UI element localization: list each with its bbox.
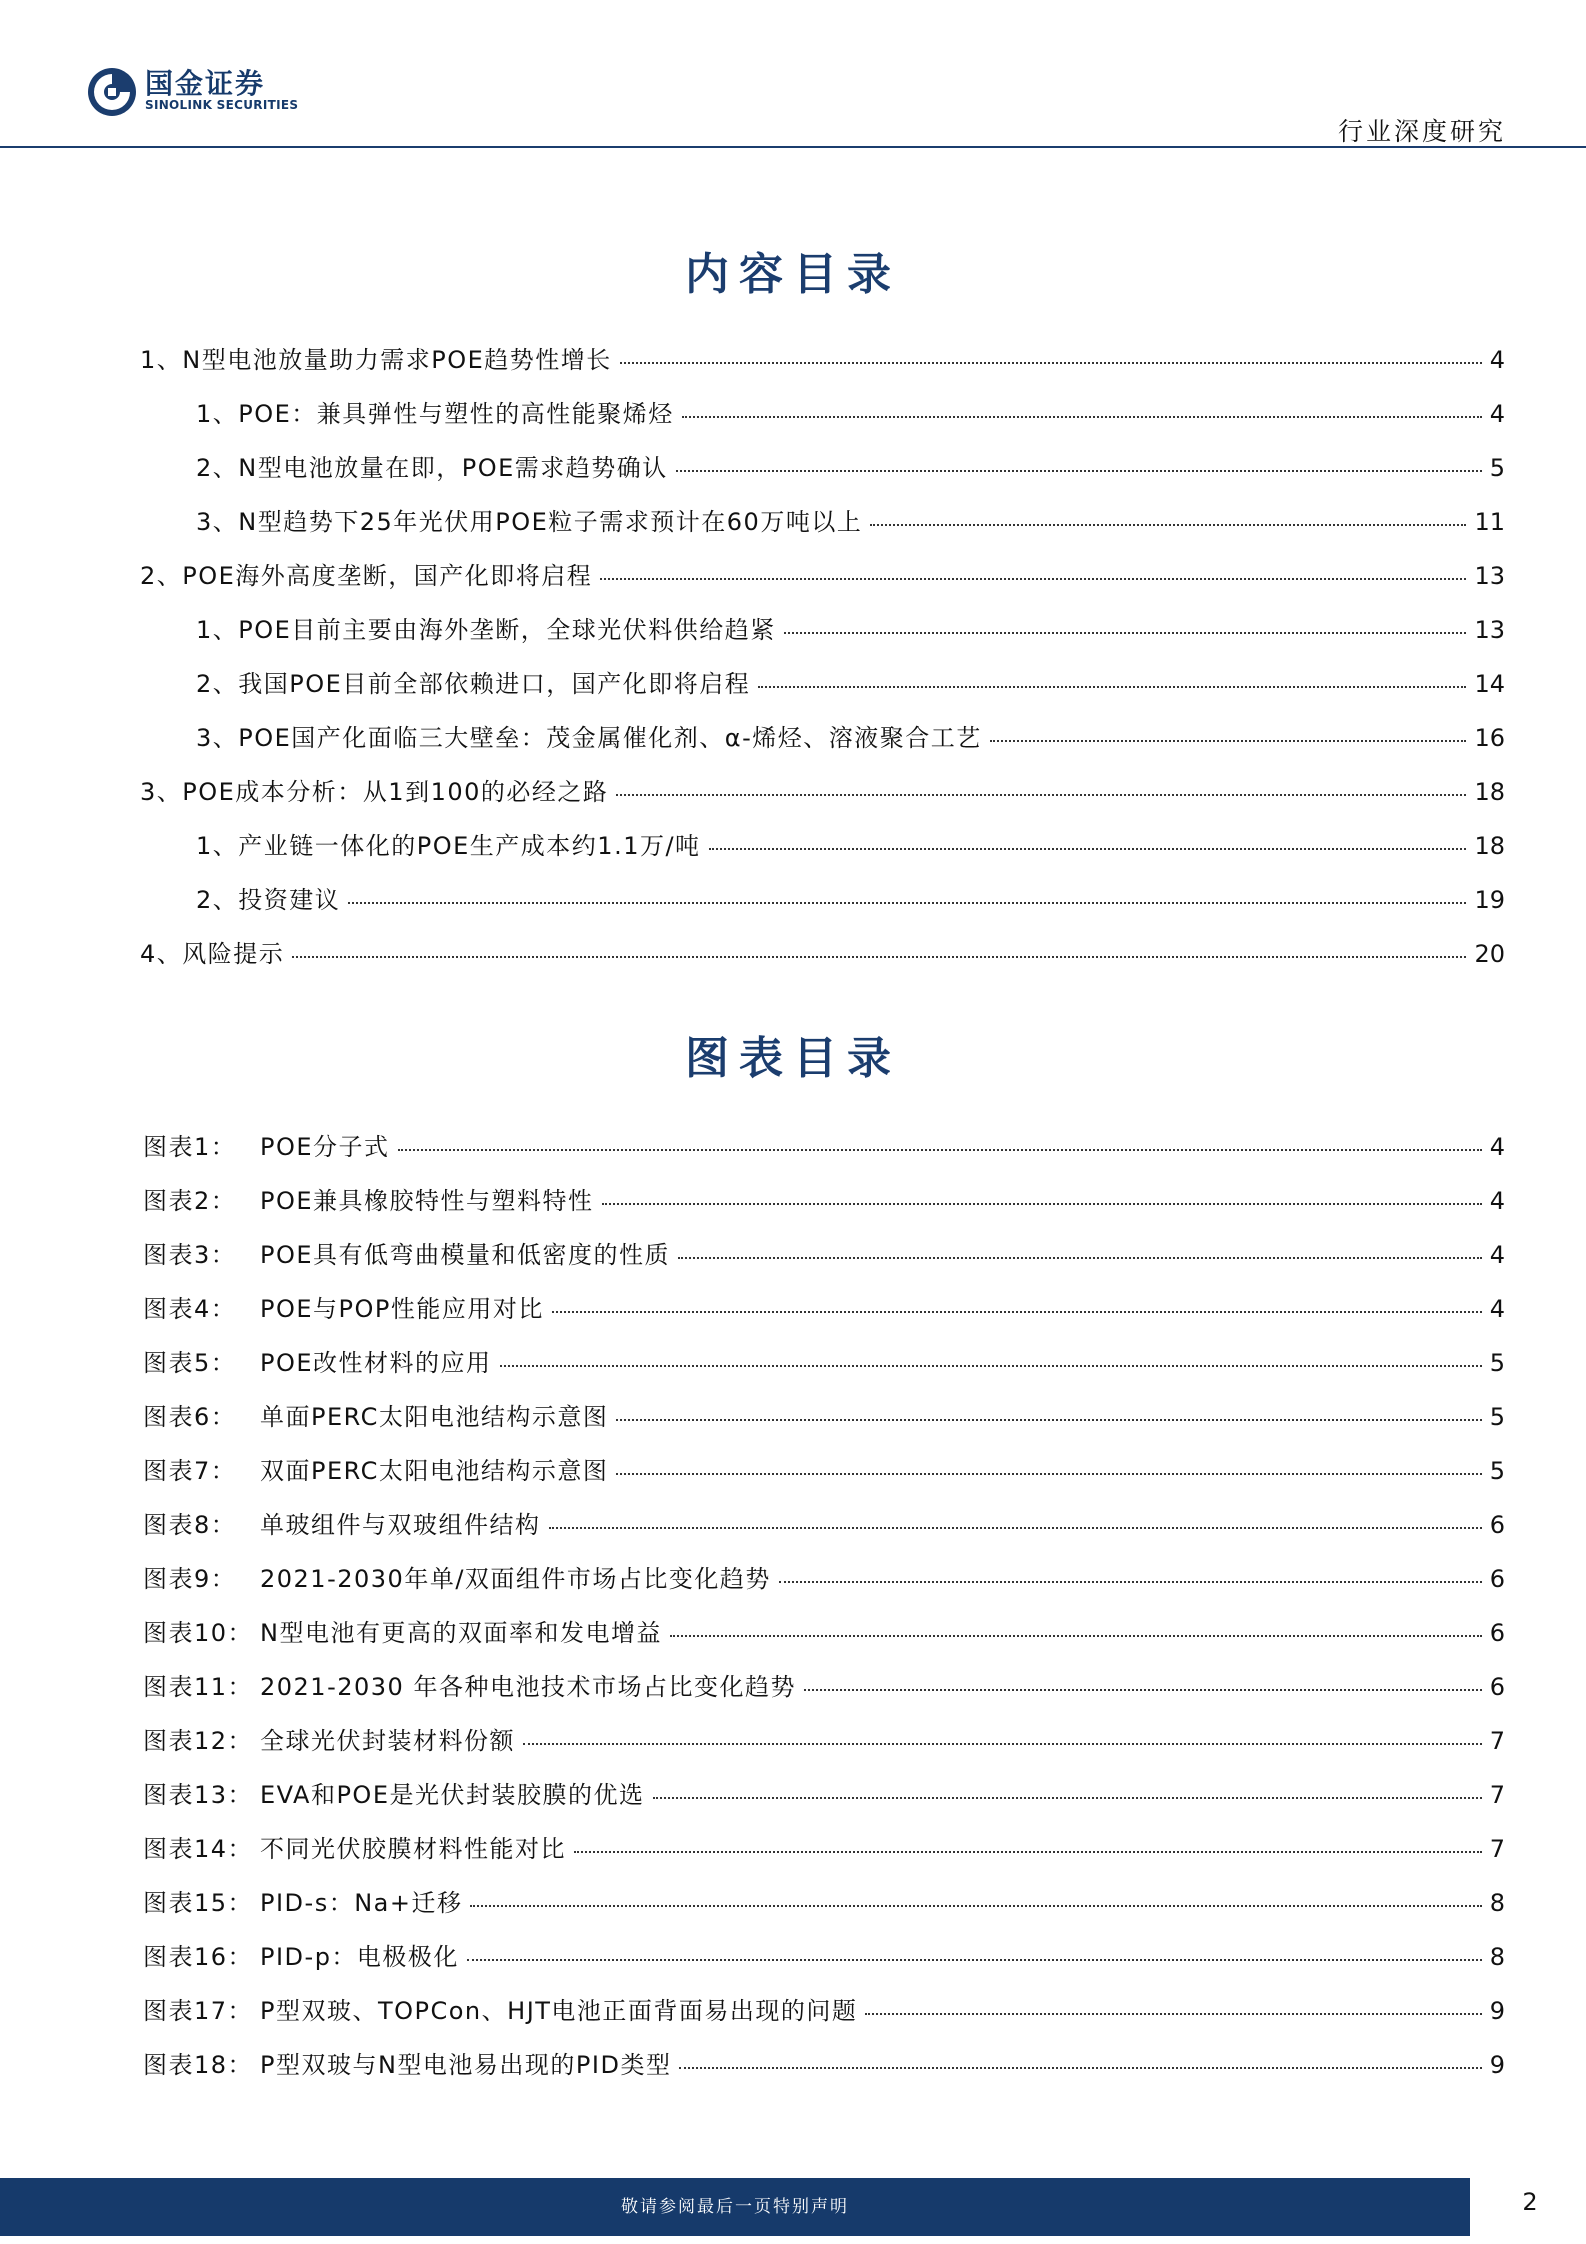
figure-label: 图表13： [143,1781,254,1809]
toc-entry-title: 2、投资建议 [196,886,341,914]
figure-title: 单玻组件与双玻组件结构 [260,1511,541,1539]
dot-leader [552,1311,1482,1313]
dot-leader [616,1473,1481,1475]
dot-leader [784,632,1467,634]
figure-title: POE具有低弯曲模量和低密度的性质 [260,1241,671,1269]
toc-entry[interactable] [196,394,1505,432]
dot-leader [600,578,1466,580]
figure-title: 2021-2030年单/双面组件市场占比变化趋势 [260,1565,771,1593]
page-number: 2 [1522,2188,1538,2216]
page-ref: 7 [1489,1835,1505,1863]
page-ref: 4 [1489,1241,1505,1269]
page-ref: 4 [1489,400,1505,428]
page-ref: 5 [1489,454,1505,482]
report-section-label: 行业深度研究 [1337,117,1506,146]
figure-label: 图表7： [143,1457,237,1485]
figure-entry[interactable] [143,1829,1505,1867]
page-ref: 11 [1474,508,1505,536]
figure-entry[interactable] [143,1451,1505,1489]
dot-leader [804,1689,1482,1691]
page-ref: 6 [1489,1619,1505,1647]
header-divider [0,146,1586,148]
figure-title: POE分子式 [260,1133,390,1161]
toc-entry[interactable] [196,880,1505,918]
toc-entry[interactable] [140,340,1505,378]
dot-leader [679,2067,1481,2069]
toc-entry-title: 3、POE成本分析：从1到100的必经之路 [140,778,609,806]
figure-title: EVA和POE是光伏封装胶膜的优选 [260,1781,645,1809]
toc-title: 内容目录 [685,249,901,300]
figure-label: 图表6： [143,1403,237,1431]
toc-entry-title: 1、POE目前主要由海外垄断，全球光伏料供给趋紧 [196,616,776,644]
page-ref: 9 [1489,2051,1505,2079]
figure-entry[interactable] [143,1235,1505,1273]
figures-title: 图表目录 [685,1033,901,1084]
figure-entry[interactable] [143,1937,1505,1975]
toc-entry-title: 1、N型电池放量助力需求POE趋势性增长 [140,346,612,374]
toc-entry-title: 1、产业链一体化的POE生产成本约1.1万/吨 [196,832,701,860]
toc-entry-title: 1、POE：兼具弹性与塑性的高性能聚烯烃 [196,400,674,428]
footer-disclaimer: 敬请参阅最后一页特别声明 [621,2197,849,2217]
figure-entry[interactable] [143,1127,1505,1165]
page-ref: 4 [1489,1133,1505,1161]
figure-label: 图表11： [143,1673,254,1701]
page-ref: 20 [1474,940,1505,968]
figure-label: 图表2： [143,1187,237,1215]
figure-label: 图表14： [143,1835,254,1863]
sinolink-logo-icon [86,64,146,120]
page-ref: 6 [1489,1565,1505,1593]
figure-title: 双面PERC太阳电池结构示意图 [260,1457,609,1485]
figure-entry[interactable] [143,1667,1505,1705]
page-ref: 18 [1474,832,1505,860]
figure-label: 图表3： [143,1241,237,1269]
dot-leader [990,740,1467,742]
figure-entry[interactable] [143,1883,1505,1921]
toc-entry[interactable] [196,610,1505,648]
brand-name-cn: 国金证券 [145,67,266,100]
toc-entry[interactable] [140,556,1505,594]
page-ref: 8 [1489,1889,1505,1917]
figure-title: 全球光伏封装材料份额 [260,1727,515,1755]
toc-entry-title: 4、风险提示 [140,940,285,968]
figure-title: POE改性材料的应用 [260,1349,492,1377]
figure-title: PID-s：Na+迁移 [260,1889,463,1917]
figure-entry[interactable] [143,1559,1505,1597]
brand-name-en: SINOLINK SECURITIES [145,98,299,112]
page-ref: 4 [1489,1295,1505,1323]
figure-title: POE与POP性能应用对比 [260,1295,544,1323]
figure-label: 图表4： [143,1295,237,1323]
page-ref: 14 [1474,670,1505,698]
figure-label: 图表15： [143,1889,254,1917]
page-ref: 13 [1474,562,1505,590]
figure-entry[interactable] [143,1613,1505,1651]
toc-entry[interactable] [196,826,1505,864]
page-ref: 7 [1489,1727,1505,1755]
page-ref: 6 [1489,1673,1505,1701]
figure-entry[interactable] [143,1343,1505,1381]
figure-entry[interactable] [143,1721,1505,1759]
dot-leader [870,524,1466,526]
dot-leader [549,1527,1482,1529]
page-ref: 8 [1489,1943,1505,1971]
dot-leader [292,956,1466,958]
dot-leader [523,1743,1482,1745]
dot-leader [602,1203,1482,1205]
figure-label: 图表12： [143,1727,254,1755]
page-ref: 4 [1489,1187,1505,1215]
figure-entry[interactable] [143,1397,1505,1435]
figure-label: 图表17： [143,1997,254,2025]
page-ref: 18 [1474,778,1505,806]
page-ref: 19 [1474,886,1505,914]
page-header [0,0,1586,150]
dot-leader [758,686,1466,688]
page-ref: 5 [1489,1457,1505,1485]
page-ref: 9 [1489,1997,1505,2025]
dot-leader [709,848,1467,850]
dot-leader [682,416,1482,418]
toc-entry-title: 2、N型电池放量在即，POE需求趋势确认 [196,454,668,482]
toc-entry[interactable] [196,718,1505,756]
figure-entry[interactable] [143,1289,1505,1327]
figure-entry[interactable] [143,1505,1505,1543]
page-ref: 16 [1474,724,1505,752]
dot-leader [678,1257,1482,1259]
page-ref: 5 [1489,1349,1505,1377]
dot-leader [500,1365,1482,1367]
figure-title: N型电池有更高的双面率和发电增益 [260,1619,662,1647]
figure-title: P型双玻、TOPCon、HJT电池正面背面易出现的问题 [260,1997,858,2025]
dot-leader [670,1635,1482,1637]
toc-entry-title: 3、POE国产化面临三大壁垒：茂金属催化剂、α-烯烃、溶液聚合工艺 [196,724,982,752]
dot-leader [398,1149,1482,1151]
page-ref: 5 [1489,1403,1505,1431]
dot-leader [653,1797,1482,1799]
dot-leader [470,1905,1481,1907]
dot-leader [467,1959,1482,1961]
toc-entry-title: 2、我国POE目前全部依赖进口，国产化即将启程 [196,670,751,698]
toc-entry-title: 3、N型趋势下25年光伏用POE粒子需求预计在60万吨以上 [196,508,863,536]
toc-entry[interactable] [140,772,1505,810]
dot-leader [574,1851,1482,1853]
dot-leader [620,362,1482,364]
figure-title: 不同光伏胶膜材料性能对比 [260,1835,566,1863]
dot-leader [676,470,1482,472]
dot-leader [779,1581,1482,1583]
figure-entry[interactable] [143,1991,1505,2029]
figure-label: 图表18： [143,2051,254,2079]
figure-label: 图表5： [143,1349,237,1377]
figure-title: POE兼具橡胶特性与塑料特性 [260,1187,594,1215]
toc-entry-title: 2、POE海外高度垄断，国产化即将启程 [140,562,593,590]
page-ref: 7 [1489,1781,1505,1809]
figure-label: 图表10： [143,1619,254,1647]
figure-entry[interactable] [143,2045,1505,2083]
toc-entry[interactable] [196,502,1505,540]
toc-entry[interactable] [140,934,1505,972]
toc-entry[interactable] [196,448,1505,486]
dot-leader [865,2013,1481,2015]
dot-leader [348,902,1466,904]
page-ref: 4 [1489,346,1505,374]
figure-title: P型双玻与N型电池易出现的PID类型 [260,2051,672,2079]
figure-label: 图表1： [143,1133,237,1161]
dot-leader [616,794,1466,796]
dot-leader [616,1419,1481,1421]
figure-entry[interactable] [143,1775,1505,1813]
figure-entry[interactable] [143,1181,1505,1219]
figure-title: 2021-2030 年各种电池技术市场占比变化趋势 [260,1673,796,1701]
figure-label: 图表8： [143,1511,237,1539]
toc-entry[interactable] [196,664,1505,702]
page-ref: 6 [1489,1511,1505,1539]
page-ref: 13 [1474,616,1505,644]
figure-title: 单面PERC太阳电池结构示意图 [260,1403,609,1431]
figure-label: 图表9： [143,1565,237,1593]
figure-title: PID-p：电极极化 [260,1943,459,1971]
figure-label: 图表16： [143,1943,254,1971]
